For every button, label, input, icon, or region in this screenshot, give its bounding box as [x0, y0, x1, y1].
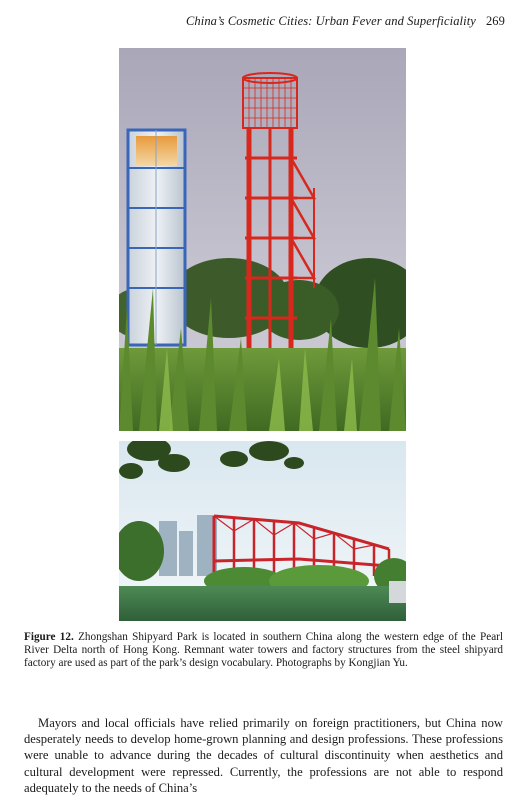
- shipyard-illustration: [119, 441, 406, 621]
- water-towers-illustration: [119, 48, 406, 431]
- figure-caption: [24, 631, 503, 671]
- body-text: [24, 715, 503, 796]
- body-paragraph: Mayors and local officials have relied primarily on foreign practitioners, but China now desperately needs to develop home-grown planning and design professions. These professions were unable to advance during the decades of cultural discontinuity when aesthetics and cultural development were repressed. Currently, the professions are not able to respond adequately to the needs of China’s: [24, 716, 503, 795]
- running-head: [0, 14, 505, 29]
- figure-caption-text: Zhongshan Shipyard Park is located in southern China along the western edge of the Pearl River Delta north of Hong Kong. Remnant water towers and factory structures from the steel shipyard factory are used as part of the park’s design vocabulary. Photographs by Kongjian Yu.: [24, 631, 503, 670]
- figure-label: Figure 12.: [24, 631, 74, 643]
- running-head-title: China’s Cosmetic Cities: Urban Fever and Superficiality: [185, 14, 476, 28]
- photo-water-towers: [119, 48, 406, 431]
- photo-shipyard-structure: [119, 441, 406, 621]
- white-tower: [128, 130, 185, 345]
- page-number: 269: [485, 14, 505, 28]
